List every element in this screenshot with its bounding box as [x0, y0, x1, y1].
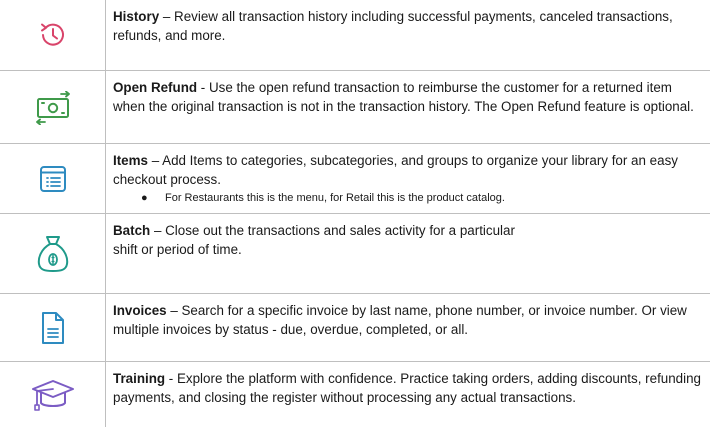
items-list-icon	[38, 164, 68, 194]
row-text	[113, 78, 705, 116]
table-row-history	[0, 0, 710, 70]
invoice-document-icon	[39, 310, 67, 346]
row-separator: –	[159, 9, 175, 24]
graduation-cap-icon	[30, 377, 76, 413]
row-title: History	[113, 9, 160, 24]
icon-cell	[0, 0, 105, 70]
row-description: Search for a specific invoice by last name, phone number, or invoice number. Or view multiple invoices by status - due, overdue, completed, or all.	[113, 303, 687, 337]
row-description-line2: shift or period of time.	[113, 242, 242, 257]
row-separator: –	[147, 153, 163, 168]
bullet-item	[113, 191, 705, 206]
row-separator: –	[166, 303, 182, 318]
icon-cell	[0, 214, 105, 294]
row-text	[113, 151, 705, 206]
row-text	[113, 301, 705, 339]
money-bag-icon	[35, 234, 71, 274]
row-separator: -	[165, 371, 177, 386]
open-refund-icon	[31, 91, 75, 125]
table-row-invoices	[0, 293, 710, 361]
row-description: Close out the transactions and sales activity for a particular	[165, 223, 515, 238]
row-separator: -	[197, 80, 209, 95]
table-row-batch	[0, 213, 710, 293]
table-row-open-refund	[0, 70, 710, 143]
row-description: Explore the platform with confidence. Practice taking orders, adding discounts, refunding payments, and closing the register without processing any actual transactions.	[113, 371, 701, 405]
row-text	[113, 369, 705, 407]
icon-cell	[0, 362, 105, 428]
row-title: Invoices	[113, 303, 167, 318]
table-row-training	[0, 361, 710, 427]
row-description: Add Items to categories, subcategories, and groups to organize your library for an easy checkout process.	[113, 153, 678, 187]
icon-cell	[0, 294, 105, 362]
row-description: Use the open refund transaction to reimburse the customer for a returned item when the original transaction is not in the transaction history. The Open Refund feature is optional.	[113, 80, 694, 114]
row-title: Batch	[113, 223, 151, 238]
row-title: Items	[113, 153, 148, 168]
row-description: Review all transaction history including successful payments, canceled transactions, refunds, and more.	[113, 9, 673, 43]
icon-cell	[0, 71, 105, 144]
row-text	[113, 221, 705, 259]
bullet-dot-icon: ●	[141, 192, 148, 204]
row-title: Open Refund	[113, 80, 198, 95]
table-row-items	[0, 143, 710, 213]
row-text	[113, 7, 705, 45]
bullet-text: For Restaurants this is the menu, for Retail this is the product catalog.	[165, 192, 505, 204]
icon-cell	[0, 144, 105, 214]
history-icon	[36, 18, 70, 52]
row-title: Training	[113, 371, 166, 386]
column-divider	[105, 0, 106, 427]
row-separator: –	[150, 223, 166, 238]
